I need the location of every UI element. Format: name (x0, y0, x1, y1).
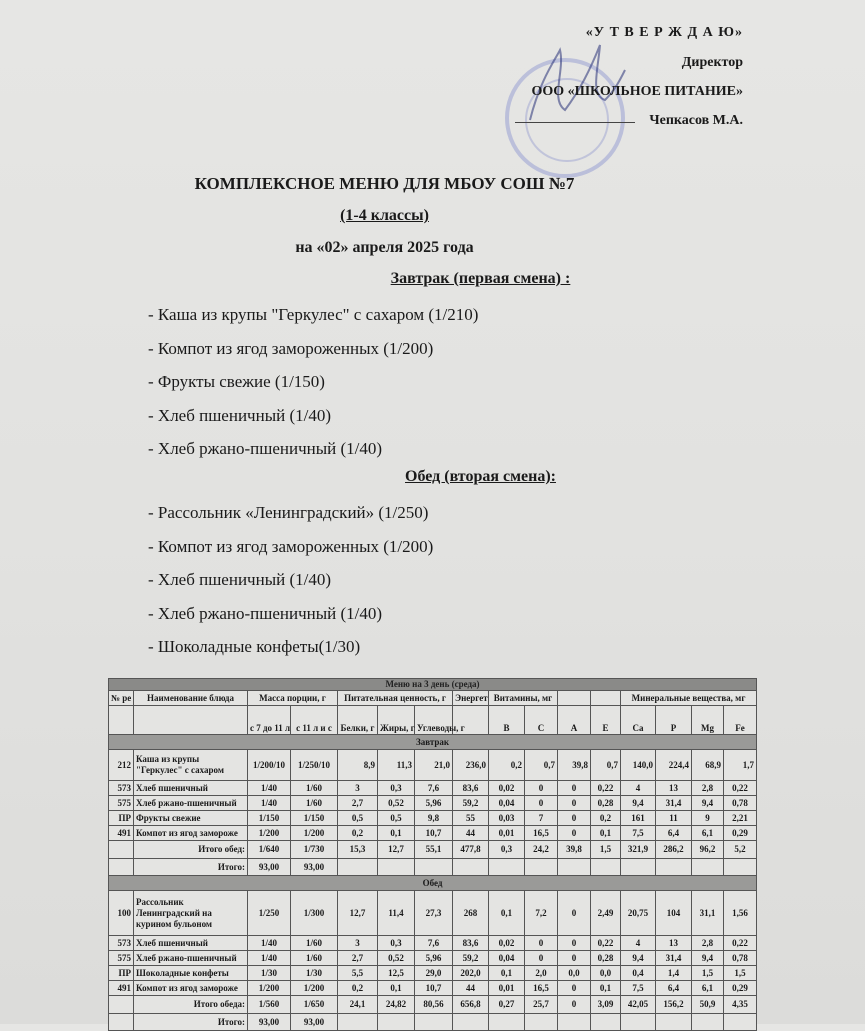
cell-value: 31,1 (692, 891, 724, 936)
cell-recipe-num: 491 (109, 981, 134, 996)
cell-value: 2,8 (692, 781, 724, 796)
cell-value: 13 (656, 936, 692, 951)
cell-value: 11,4 (378, 891, 415, 936)
cell-value: 0 (558, 811, 591, 826)
total-value: 24,82 (378, 996, 415, 1014)
cell-value: 39,8 (558, 750, 591, 781)
cell-value: 8,9 (338, 750, 378, 781)
cell-value: 9,8 (415, 811, 453, 826)
cell-value: 1,56 (724, 891, 757, 936)
table-row (109, 951, 757, 966)
cell-value: 0,29 (724, 981, 757, 996)
table-row (109, 826, 757, 841)
cell-value: 1/60 (291, 796, 338, 811)
cell-value: 9 (692, 811, 724, 826)
list-item: - Хлеб пшеничный (1/40) (148, 570, 332, 589)
table-row (109, 891, 757, 936)
grand-total-label: Итого: (134, 859, 248, 876)
cell-value: 0,28 (591, 796, 621, 811)
cell-value: 268 (453, 891, 489, 936)
cell-dish-name: Компот из ягод замороже (134, 981, 248, 996)
total-value: 1/650 (291, 996, 338, 1014)
cell-value: 7 (525, 811, 558, 826)
cell-blank (109, 996, 134, 1014)
header-vit-b: B (489, 706, 525, 735)
total-value: 1/560 (248, 996, 291, 1014)
cell-value: 1/60 (291, 781, 338, 796)
list-item: - Шоколадные конфеты(1/30) (148, 637, 361, 656)
cell-value: 5,96 (415, 796, 453, 811)
total-value: 55,1 (415, 841, 453, 859)
cell-value: 0,22 (591, 781, 621, 796)
total-value: 24,2 (525, 841, 558, 859)
cell-blank (558, 1014, 591, 1031)
cell-blank (621, 1014, 656, 1031)
cell-value: 202,0 (453, 966, 489, 981)
cell-value: 0,3 (378, 936, 415, 951)
total-value: 12,7 (378, 841, 415, 859)
cell-value: 0,2 (338, 981, 378, 996)
cell-value: 0,22 (591, 936, 621, 951)
cell-value: 9,4 (692, 951, 724, 966)
lunch-list (148, 496, 433, 664)
total-value: 3,09 (591, 996, 621, 1014)
cell-blank (692, 1014, 724, 1031)
cell-blank (621, 859, 656, 876)
cell-value: 29,0 (415, 966, 453, 981)
cell-value: 2,49 (591, 891, 621, 936)
list-item: - Фрукты свежие (1/150) (148, 372, 325, 391)
total-label: Итого обеда: (134, 996, 248, 1014)
header-num: № ре (109, 691, 134, 706)
cell-value: 4 (621, 936, 656, 951)
header-carbs: Углеводы, г (415, 706, 453, 735)
cell-value: 0 (558, 936, 591, 951)
date-line: на «02» апреля 2025 года (295, 239, 474, 256)
cell-blank (338, 1014, 378, 1031)
total-value: 4,35 (724, 996, 757, 1014)
total-value: 25,7 (525, 996, 558, 1014)
cell-value: 3 (338, 781, 378, 796)
cell-value: 1/60 (291, 951, 338, 966)
cell-value: 2,0 (525, 966, 558, 981)
cell-value: 27,3 (415, 891, 453, 936)
header-blank (134, 706, 248, 735)
cell-value: 2,8 (692, 936, 724, 951)
cell-value: 6,4 (656, 981, 692, 996)
table-row (109, 750, 757, 781)
total-value: 656,8 (453, 996, 489, 1014)
cell-value: 1/30 (248, 966, 291, 981)
cell-value: 0 (558, 781, 591, 796)
cell-value: 0,22 (724, 781, 757, 796)
cell-value: 0 (558, 796, 591, 811)
grand-total-row (109, 1014, 757, 1031)
total-value: 15,3 (338, 841, 378, 859)
cell-dish-name: Хлеб ржано-пшеничный (134, 796, 248, 811)
cell-value: 2,7 (338, 796, 378, 811)
cell-value: 9,4 (621, 951, 656, 966)
cell-blank (109, 841, 134, 859)
cell-value: 1/60 (291, 936, 338, 951)
header-blank (558, 691, 591, 706)
cell-value: 0,78 (724, 951, 757, 966)
cell-value: 2,21 (724, 811, 757, 826)
cell-value: 7,5 (621, 981, 656, 996)
cell-value: 59,2 (453, 796, 489, 811)
cell-value: 0,2 (591, 811, 621, 826)
cell-value: 0,2 (489, 750, 525, 781)
total-value: 156,2 (656, 996, 692, 1014)
table-row (109, 936, 757, 951)
lunch-rows (109, 891, 757, 1031)
cell-value: 0,1 (489, 966, 525, 981)
total-value: 1/730 (291, 841, 338, 859)
header-ca: Ca (621, 706, 656, 735)
header-blank (591, 691, 621, 706)
header-mass1: с 7 до 11 л (248, 706, 291, 735)
cell-blank (591, 859, 621, 876)
cell-value: 1/250 (248, 891, 291, 936)
cell-blank (591, 1014, 621, 1031)
cell-value: 0,78 (724, 796, 757, 811)
cell-value: 0,1 (378, 981, 415, 996)
cell-blank (656, 859, 692, 876)
list-item: - Хлеб ржано-пшеничный (1/40) (148, 603, 383, 623)
cell-value: 0,22 (724, 936, 757, 951)
cell-value: 0,1 (591, 981, 621, 996)
cell-value: 7,5 (621, 826, 656, 841)
total-row (109, 841, 757, 859)
header-fe: Fe (724, 706, 757, 735)
cell-dish-name: Компот из ягод замороже (134, 826, 248, 841)
cell-dish-name: Хлеб пшеничный (134, 781, 248, 796)
cell-value: 31,4 (656, 796, 692, 811)
total-value: 1/640 (248, 841, 291, 859)
cell-blank (489, 859, 525, 876)
cell-value: 0 (558, 981, 591, 996)
cell-blank (415, 859, 453, 876)
cell-value: 161 (621, 811, 656, 826)
approval-heading: «У Т В Е Р Ж Д А Ю» (585, 25, 743, 40)
total-value: 0 (558, 996, 591, 1014)
cell-value: 0 (558, 826, 591, 841)
cell-value: 0,4 (621, 966, 656, 981)
cell-value: 20,75 (621, 891, 656, 936)
cell-value: 1/200 (291, 826, 338, 841)
cell-dish-name: Хлеб ржано-пшеничный (134, 951, 248, 966)
cell-blank (489, 1014, 525, 1031)
cell-value: 224,4 (656, 750, 692, 781)
cell-blank (415, 1014, 453, 1031)
cell-value: 3 (338, 936, 378, 951)
cell-value: 0,1 (378, 826, 415, 841)
cell-value: 0,7 (591, 750, 621, 781)
grades-subtitle: (1-4 классы) (340, 207, 429, 224)
cell-value: 1/200 (248, 981, 291, 996)
cell-recipe-num: ПР (109, 966, 134, 981)
cell-blank (453, 1014, 489, 1031)
cell-value: 0 (558, 891, 591, 936)
cell-value: 59,2 (453, 951, 489, 966)
cell-value: 7,6 (415, 936, 453, 951)
cell-recipe-num: 491 (109, 826, 134, 841)
cell-value: 236,0 (453, 750, 489, 781)
cell-value: 0,28 (591, 951, 621, 966)
cell-dish-name: Шоколадные конфеты (134, 966, 248, 981)
cell-value: 21,0 (415, 750, 453, 781)
cell-dish-name: Хлеб пшеничный (134, 936, 248, 951)
cell-value: 0,01 (489, 981, 525, 996)
cell-value: 6,4 (656, 826, 692, 841)
breakfast-list (148, 298, 478, 466)
cell-value: 1/150 (291, 811, 338, 826)
cell-value: 44 (453, 981, 489, 996)
table-caption: Меню на 3 день (среда) (109, 679, 757, 691)
total-value: 0,27 (489, 996, 525, 1014)
header-mass2: с 11 л и с (291, 706, 338, 735)
cell-dish-name: Рассольник Ленинградский на курином бульоном (134, 891, 248, 936)
cell-value: 1,4 (656, 966, 692, 981)
header-mass: Масса порции, г (248, 691, 338, 706)
list-item: - Компот из ягод замороженных (1/200) (148, 536, 434, 556)
cell-blank (558, 859, 591, 876)
header-energy: Энергет (453, 691, 489, 706)
cell-blank (109, 859, 134, 876)
cell-dish-name: Каша из крупы "Геркулес" с сахаром (134, 750, 248, 781)
cell-value: 83,6 (453, 936, 489, 951)
cell-value: 7,6 (415, 781, 453, 796)
total-value: 42,05 (621, 996, 656, 1014)
lunch-heading: Обед (вторая смена): (405, 468, 556, 485)
cell-value: 1,5 (692, 966, 724, 981)
header-vitamins: Витамины, мг (489, 691, 558, 706)
table-row (109, 966, 757, 981)
total-value: 477,8 (453, 841, 489, 859)
section-breakfast: Завтрак (109, 735, 757, 750)
cell-recipe-num: 573 (109, 936, 134, 951)
cell-value: 16,5 (525, 981, 558, 996)
cell-blank (378, 1014, 415, 1031)
approval-organization: ООО «ШКОЛЬНОЕ ПИТАНИЕ» (531, 84, 743, 99)
list-item: - Компот из ягод замороженных (1/200) (148, 338, 434, 358)
approval-position: Директор (681, 55, 743, 70)
cell-value: 0,03 (489, 811, 525, 826)
header-fat: Жиры, г (378, 706, 415, 735)
total-value: 0,3 (489, 841, 525, 859)
grand-total-value: 93,00 (291, 859, 338, 876)
header-protein: Белки, г (338, 706, 378, 735)
cell-recipe-num: 100 (109, 891, 134, 936)
total-value: 80,56 (415, 996, 453, 1014)
cell-value: 7,2 (525, 891, 558, 936)
cell-value: 0,1 (489, 891, 525, 936)
header-vit-c: C (525, 706, 558, 735)
cell-value: 1/200 (248, 826, 291, 841)
cell-blank (525, 1014, 558, 1031)
cell-value: 5,96 (415, 951, 453, 966)
cell-blank (453, 859, 489, 876)
total-row (109, 996, 757, 1014)
cell-value: 0 (525, 936, 558, 951)
cell-value: 4 (621, 781, 656, 796)
cell-value: 0,02 (489, 936, 525, 951)
list-item: - Каша из крупы "Геркулес" с сахаром (1/210) (148, 305, 479, 324)
grand-total-label: Итого: (134, 1014, 248, 1031)
cell-recipe-num: 573 (109, 781, 134, 796)
cell-value: 0,0 (558, 966, 591, 981)
cell-value: 0 (558, 951, 591, 966)
cell-value: 0,1 (591, 826, 621, 841)
total-value: 39,8 (558, 841, 591, 859)
cell-value: 1/40 (248, 781, 291, 796)
cell-recipe-num: 575 (109, 951, 134, 966)
cell-recipe-num: ПР (109, 811, 134, 826)
cell-value: 1/200 (291, 981, 338, 996)
cell-value: 6,1 (692, 826, 724, 841)
cell-value: 13 (656, 781, 692, 796)
cell-value: 1/40 (248, 951, 291, 966)
cell-value: 0,29 (724, 826, 757, 841)
cell-value: 16,5 (525, 826, 558, 841)
cell-value: 10,7 (415, 981, 453, 996)
nutrition-table (108, 678, 757, 1031)
cell-blank (109, 1014, 134, 1031)
list-item: - Хлеб пшеничный (1/40) (148, 405, 332, 425)
cell-recipe-num: 212 (109, 750, 134, 781)
cell-value: 1,5 (724, 966, 757, 981)
header-vit-a: A (558, 706, 591, 735)
cell-value: 44 (453, 826, 489, 841)
grand-total-value: 93,00 (248, 1014, 291, 1031)
cell-value: 9,4 (621, 796, 656, 811)
cell-value: 0,5 (338, 811, 378, 826)
cell-value: 0,01 (489, 826, 525, 841)
cell-value: 11 (656, 811, 692, 826)
cell-blank (656, 1014, 692, 1031)
header-vit-e: E (591, 706, 621, 735)
cell-value: 2,7 (338, 951, 378, 966)
cell-value: 12,7 (338, 891, 378, 936)
cell-value: 0,5 (378, 811, 415, 826)
total-value: 5,2 (724, 841, 757, 859)
cell-value: 31,4 (656, 951, 692, 966)
cell-blank (525, 859, 558, 876)
total-value: 321,9 (621, 841, 656, 859)
table-row (109, 781, 757, 796)
table-row (109, 981, 757, 996)
grand-total-value: 93,00 (291, 1014, 338, 1031)
total-value: 96,2 (692, 841, 724, 859)
cell-value: 1/250/10 (291, 750, 338, 781)
cell-value: 0,04 (489, 951, 525, 966)
cell-blank (338, 859, 378, 876)
cell-value: 10,7 (415, 826, 453, 841)
table-row (109, 796, 757, 811)
list-item: - Рассольник «Ленинградский» (1/250) (148, 503, 429, 522)
cell-value: 1/300 (291, 891, 338, 936)
cell-value: 0,2 (338, 826, 378, 841)
cell-value: 1/40 (248, 936, 291, 951)
cell-value: 55 (453, 811, 489, 826)
cell-value: 68,9 (692, 750, 724, 781)
cell-recipe-num: 575 (109, 796, 134, 811)
total-value: 286,2 (656, 841, 692, 859)
cell-value: 104 (656, 891, 692, 936)
cell-value: 1/40 (248, 796, 291, 811)
cell-blank (724, 859, 757, 876)
header-nutrition: Питательная ценность, г (338, 691, 453, 706)
cell-value: 11,3 (378, 750, 415, 781)
cell-value: 0,02 (489, 781, 525, 796)
document-title: КОМПЛЕКСНОЕ МЕНЮ ДЛЯ МБОУ СОШ №7 (194, 174, 575, 193)
cell-value: 0,0 (591, 966, 621, 981)
grand-total-value: 93,00 (248, 859, 291, 876)
approval-signer: Чепкасов М.А. (649, 113, 743, 128)
cell-blank (724, 1014, 757, 1031)
cell-value: 0,3 (378, 781, 415, 796)
header-blank (109, 706, 134, 735)
total-value: 24,1 (338, 996, 378, 1014)
breakfast-heading: Завтрак (первая смена) : (390, 270, 571, 287)
cell-value: 9,4 (692, 796, 724, 811)
grand-total-row (109, 859, 757, 876)
cell-value: 0,52 (378, 796, 415, 811)
total-value: 1,5 (591, 841, 621, 859)
cell-value: 1,7 (724, 750, 757, 781)
signature-line (515, 122, 635, 123)
cell-value: 140,0 (621, 750, 656, 781)
cell-value: 0 (525, 951, 558, 966)
cell-dish-name: Фрукты свежие (134, 811, 248, 826)
cell-value: 6,1 (692, 981, 724, 996)
cell-value: 1/30 (291, 966, 338, 981)
cell-blank (378, 859, 415, 876)
total-label: Итого обед: (134, 841, 248, 859)
header-p: P (656, 706, 692, 735)
cell-value: 0,52 (378, 951, 415, 966)
cell-value: 12,5 (378, 966, 415, 981)
cell-value: 83,6 (453, 781, 489, 796)
header-minerals: Минеральные вещества, мг (621, 691, 757, 706)
cell-value: 0,04 (489, 796, 525, 811)
section-lunch: Обед (109, 876, 757, 891)
cell-value: 1/200/10 (248, 750, 291, 781)
cell-value: 0,7 (525, 750, 558, 781)
cell-value: 5,5 (338, 966, 378, 981)
header-name: Наименование блюда (134, 691, 248, 706)
table-row (109, 811, 757, 826)
breakfast-rows (109, 750, 757, 876)
list-item: - Хлеб ржано-пшеничный (1/40) (148, 439, 383, 458)
cell-value: 0 (525, 796, 558, 811)
total-value: 50,9 (692, 996, 724, 1014)
header-mg: Mg (692, 706, 724, 735)
cell-value: 1/150 (248, 811, 291, 826)
cell-value: 0 (525, 781, 558, 796)
cell-blank (692, 859, 724, 876)
